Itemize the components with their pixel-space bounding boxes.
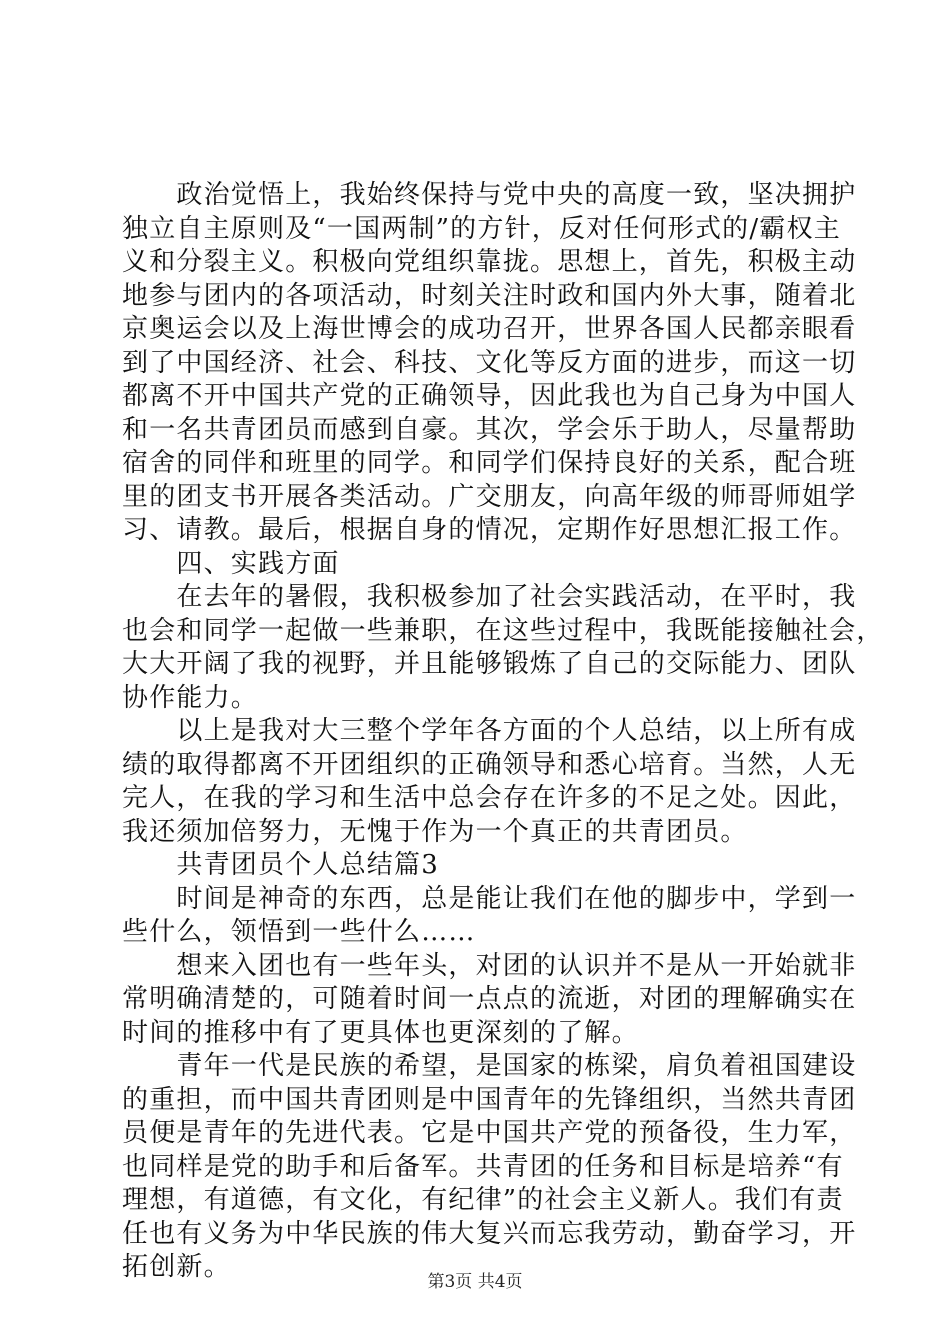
text-line: 以上是我对大三整个学年各方面的个人总结，以上所有成	[122, 716, 857, 746]
text-line: 习、请教。最后，根据自身的情况，定期作好思想汇报工作。	[122, 515, 857, 545]
text-line: 我还须加倍努力，无愧于作为一个真正的共青团员。	[122, 816, 748, 847]
text-line: 些什么，领悟到一些什么……	[122, 917, 476, 947]
section-heading: 共青团员个人总结篇3	[122, 850, 439, 880]
text-line: 的重担，而中国共青团则是中国青年的先锋组织，当然共青团	[122, 1084, 857, 1115]
text-line: 想来入团也有一些年头，对团的认识并不是从一开始就非	[122, 950, 857, 981]
text-line: 任也有义务为中华民族的伟大复兴而忘我劳动，勤奋学习，开	[122, 1218, 857, 1249]
text-line: 独立自主原则及“一国两制”的方针，反对任何形式的/霸权主	[122, 213, 841, 244]
text-line: 理想，有道德，有文化，有纪律”的社会主义新人。我们有责	[122, 1185, 844, 1215]
text-line: 员便是青年的先进代表。它是中国共产党的预备役，生力军，	[122, 1118, 857, 1148]
text-line: 到了中国经济、社会、科技、文化等反方面的进步，而这一切	[122, 347, 857, 378]
text-line: 常明确清楚的，可随着时间一点点的流逝，对团的理解确实在	[122, 984, 857, 1014]
text-line: 都离不开中国共产党的正确领导，因此我也为自己身为中国人	[122, 381, 857, 411]
text-line: 地参与团内的各项活动，时刻关注时政和国内外大事，随着北	[122, 280, 857, 311]
text-line: 青年一代是民族的希望，是国家的栋梁，肩负着祖国建设	[122, 1051, 857, 1081]
text-line: 政治觉悟上，我始终保持与党中央的高度一致，坚决拥护	[122, 180, 857, 210]
text-line: 和一名共青团员而感到自豪。其次，学会乐于助人，尽量帮助	[122, 414, 857, 445]
text-line: 也会和同学一起做一些兼职，在这些过程中，我既能接触社会，	[122, 615, 884, 646]
text-line: 时间是神奇的东西，总是能让我们在他的脚步中，学到一	[122, 883, 857, 914]
text-line: 绩的取得都离不开团组织的正确领导和悉心培育。当然，人无	[122, 749, 857, 780]
text-line: 里的团支书开展各类活动。广交朋友，向高年级的师哥师姐学	[122, 481, 857, 512]
text-line: 京奥运会以及上海世博会的成功召开，世界各国人民都亲眼看	[122, 314, 857, 344]
text-line: 拓创新。	[122, 1252, 231, 1282]
text-line: 大大开阔了我的视野，并且能够锻炼了自己的交际能力、团队	[122, 649, 857, 679]
text-line: 完人，在我的学习和生活中总会存在许多的不足之处。因此，	[122, 783, 857, 813]
text-line: 在去年的暑假，我积极参加了社会实践活动，在平时，我	[122, 582, 857, 612]
text-line: 也同样是党的助手和后备军。共青团的任务和目标是培养“有	[122, 1151, 844, 1182]
page-number-footer: 第3页 共4页	[427, 1272, 523, 1292]
section-heading: 四、实践方面	[122, 548, 340, 579]
text-line: 时间的推移中有了更具体也更深刻的了解。	[122, 1017, 639, 1048]
text-line: 协作能力。	[122, 682, 259, 713]
text-line: 宿舍的同伴和班里的同学。和同学们保持良好的关系，配合班	[122, 448, 857, 478]
text-line: 义和分裂主义。积极向党组织靠拢。思想上，首先，积极主动	[122, 247, 857, 277]
